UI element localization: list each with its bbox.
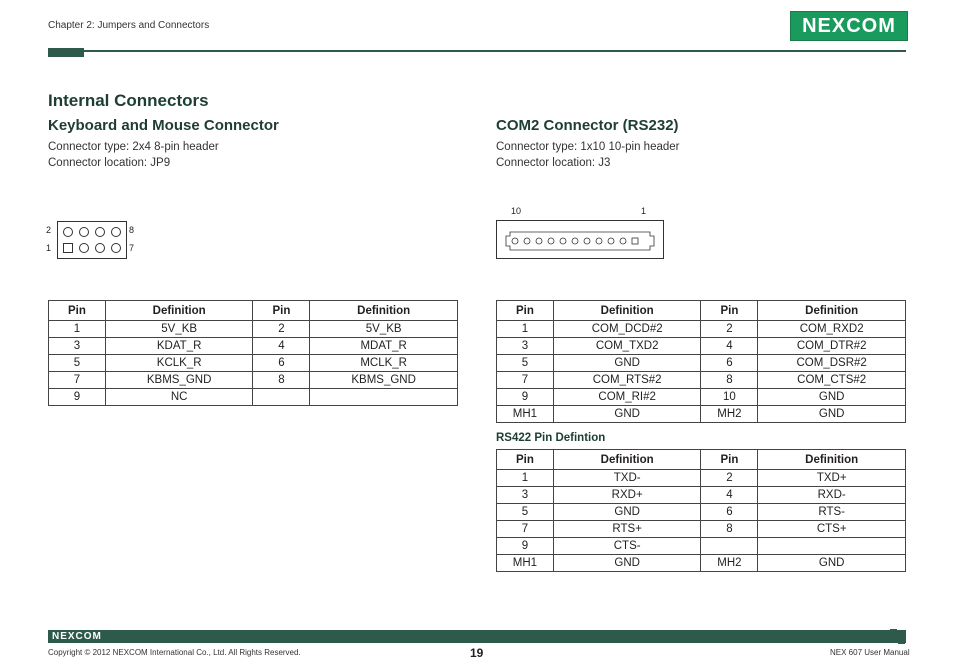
table-row: [497, 470, 906, 487]
table-header-row: [497, 450, 906, 470]
cell: MDAT_R: [310, 338, 458, 355]
cell: 4: [701, 487, 758, 504]
cell: 7: [49, 372, 106, 389]
cell: KBMS_GND: [105, 372, 253, 389]
cell: GND: [553, 504, 701, 521]
com2-connector-location: Connector location: J3: [496, 157, 611, 169]
cell: KCLK_R: [105, 355, 253, 372]
cell: 5: [497, 504, 554, 521]
cell: 6: [253, 355, 310, 372]
cell: [253, 389, 310, 406]
table-row: [497, 321, 906, 338]
cell: 9: [497, 389, 554, 406]
cell: 9: [497, 538, 554, 555]
table-header-row: [497, 301, 906, 321]
cell: RTS-: [758, 504, 906, 521]
cell: MCLK_R: [310, 355, 458, 372]
table-header-row: [49, 301, 458, 321]
cell: GND: [553, 406, 701, 423]
cell: [701, 538, 758, 555]
col-header: Definition: [553, 301, 701, 321]
cell: 1: [497, 470, 554, 487]
nexcom-logo: [790, 11, 908, 41]
header-rule: [48, 50, 906, 52]
page-title: Internal Connectors: [48, 91, 209, 110]
col-header: Definition: [758, 450, 906, 470]
kb-pin-table: [48, 300, 458, 406]
cell: 4: [253, 338, 310, 355]
cell: RXD+: [553, 487, 701, 504]
cell: 3: [497, 338, 554, 355]
cell: GND: [758, 389, 906, 406]
kb-pin-label-1: 1: [46, 243, 52, 253]
cell: GND: [553, 355, 701, 372]
col-header: Pin: [701, 301, 758, 321]
cell: 2: [701, 470, 758, 487]
page-number: 19: [470, 646, 484, 660]
cell: KBMS_GND: [310, 372, 458, 389]
cell: MH2: [701, 555, 758, 572]
manual-name: NEX 607 User Manual: [830, 648, 910, 657]
cell: COM_RXD2: [758, 321, 906, 338]
cell: 2: [253, 321, 310, 338]
table-row: [497, 406, 906, 423]
logo-text: NEXCOM: [802, 14, 896, 37]
kb-pin-label-2: 2: [46, 225, 52, 235]
rs422-subtitle: RS422 Pin Defintion: [496, 432, 606, 444]
com2-pin-label-10: 10: [511, 206, 522, 216]
cell: 5: [49, 355, 106, 372]
com2-heading: COM2 Connector (RS232): [496, 117, 679, 134]
table-row: [497, 355, 906, 372]
cell: MH2: [701, 406, 758, 423]
cell: TXD+: [758, 470, 906, 487]
keyboard-mouse-heading: Keyboard and Mouse Connector: [48, 117, 279, 134]
table-row: [49, 338, 458, 355]
cell: 6: [701, 355, 758, 372]
cell: GND: [758, 406, 906, 423]
cell: COM_CTS#2: [758, 372, 906, 389]
chapter-title: Chapter 2: Jumpers and Connectors: [48, 20, 210, 31]
footer-logo: NEXCOM: [52, 631, 102, 642]
cell: 9: [49, 389, 106, 406]
cell: COM_RTS#2: [553, 372, 701, 389]
table-row: [497, 389, 906, 406]
cell: MH1: [497, 406, 554, 423]
cell: COM_RI#2: [553, 389, 701, 406]
cell: COM_TXD2: [553, 338, 701, 355]
kb-header-diagram: [57, 221, 127, 259]
kb-connector-type: Connector type: 2x4 8-pin header: [48, 141, 219, 153]
table-row: [49, 355, 458, 372]
cell: [310, 389, 458, 406]
footer-square-icon: [890, 629, 897, 636]
table-row: [49, 389, 458, 406]
cell: TXD-: [553, 470, 701, 487]
cell: 7: [497, 521, 554, 538]
table-row: [497, 521, 906, 538]
table-row: [49, 321, 458, 338]
com2-pin-table: [496, 300, 906, 423]
table-row: [497, 538, 906, 555]
col-header: Pin: [253, 301, 310, 321]
col-header: Pin: [49, 301, 106, 321]
cell: 8: [253, 372, 310, 389]
col-header: Pin: [497, 301, 554, 321]
cell: 2: [701, 321, 758, 338]
col-header: Definition: [105, 301, 253, 321]
kb-connector-location: Connector location: JP9: [48, 157, 171, 169]
cell: [758, 538, 906, 555]
col-header: Definition: [310, 301, 458, 321]
footer-square-icon: [898, 637, 905, 644]
col-header: Pin: [701, 450, 758, 470]
kb-pin-label-7: 7: [129, 243, 135, 253]
cell: KDAT_R: [105, 338, 253, 355]
cell: COM_DSR#2: [758, 355, 906, 372]
rs422-pin-table: [496, 449, 906, 572]
cell: 5: [497, 355, 554, 372]
cell: RTS+: [553, 521, 701, 538]
col-header: Definition: [758, 301, 906, 321]
table-row: [49, 372, 458, 389]
cell: COM_DCD#2: [553, 321, 701, 338]
cell: 8: [701, 521, 758, 538]
cell: 3: [49, 338, 106, 355]
table-row: [497, 372, 906, 389]
col-header: Pin: [497, 450, 554, 470]
cell: 7: [497, 372, 554, 389]
cell: CTS+: [758, 521, 906, 538]
cell: COM_DTR#2: [758, 338, 906, 355]
cell: 3: [497, 487, 554, 504]
cell: GND: [553, 555, 701, 572]
cell: 8: [701, 372, 758, 389]
table-row: [497, 338, 906, 355]
copyright: Copyright © 2012 NEXCOM International Co., Ltd. All Rights Reserved.: [48, 648, 301, 657]
kb-pin-label-8: 8: [129, 225, 135, 235]
cell: RXD-: [758, 487, 906, 504]
cell: 5V_KB: [105, 321, 253, 338]
com2-connector-type: Connector type: 1x10 10-pin header: [496, 141, 680, 153]
table-row: [497, 487, 906, 504]
cell: 10: [701, 389, 758, 406]
com2-header-diagram: [496, 220, 664, 260]
cell: 5V_KB: [310, 321, 458, 338]
cell: NC: [105, 389, 253, 406]
cell: MH1: [497, 555, 554, 572]
cell: 1: [497, 321, 554, 338]
col-header: Definition: [553, 450, 701, 470]
table-row: [497, 504, 906, 521]
cell: 1: [49, 321, 106, 338]
com2-pin-label-1: 1: [641, 206, 647, 216]
header-accent-block: [48, 48, 84, 57]
table-row: [497, 555, 906, 572]
cell: GND: [758, 555, 906, 572]
cell: CTS-: [553, 538, 701, 555]
cell: 6: [701, 504, 758, 521]
footer-bar: [48, 630, 906, 643]
cell: 4: [701, 338, 758, 355]
